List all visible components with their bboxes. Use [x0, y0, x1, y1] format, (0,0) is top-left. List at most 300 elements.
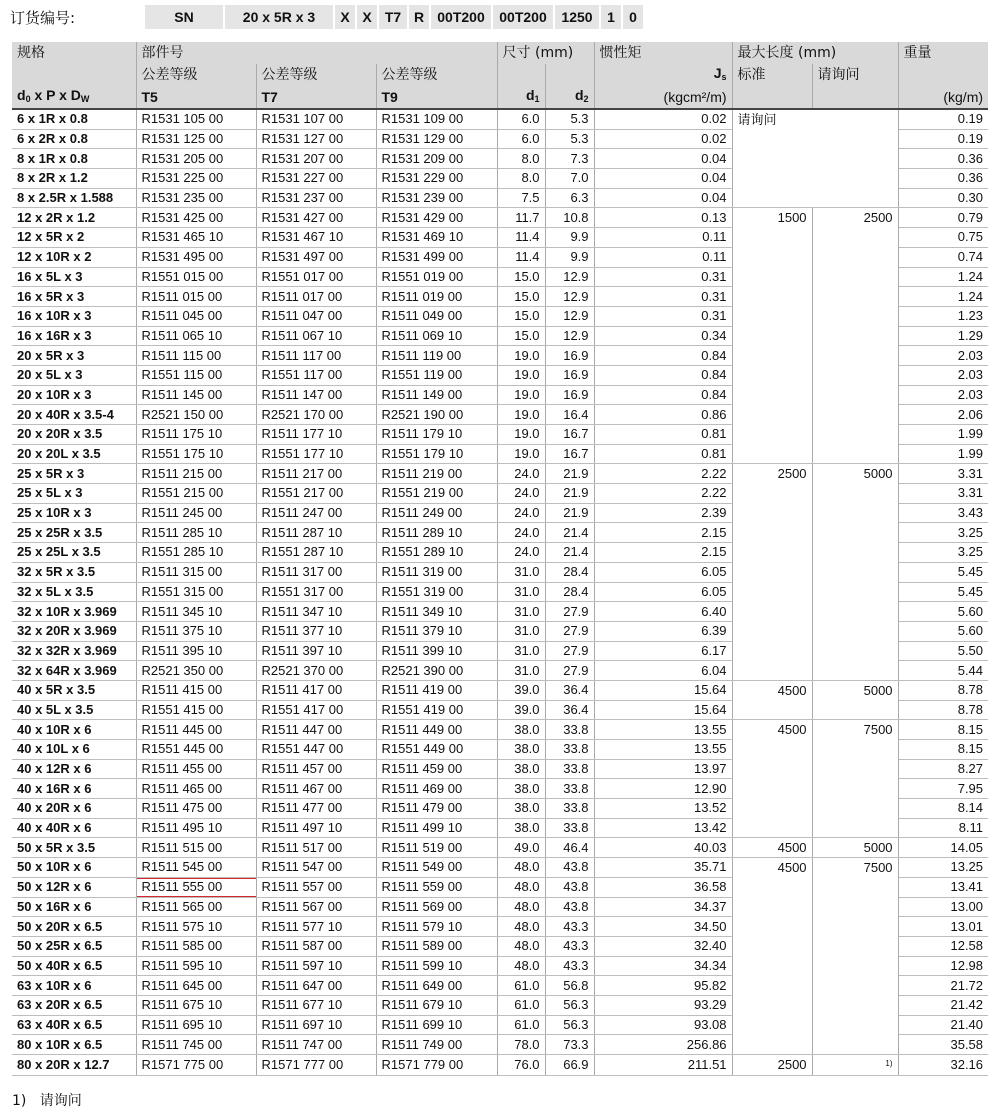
cell-part-no: R1511 319 00	[376, 562, 497, 582]
cell-inertia: 6.04	[594, 661, 732, 681]
cell-spec: 20 x 10R x 3	[12, 385, 136, 405]
cell-weight: 8.14	[898, 799, 988, 819]
cell-d1: 39.0	[497, 700, 545, 720]
order-code-field: 20 x 5R x 3	[225, 5, 333, 29]
cell-inertia: 0.13	[594, 208, 732, 228]
cell-spec: 32 x 5L x 3.5	[12, 582, 136, 602]
table-row	[12, 661, 988, 681]
footnote-ref: 1)	[885, 1059, 893, 1068]
cell-part-no: R1511 477 00	[256, 799, 376, 819]
table-row	[12, 484, 988, 504]
footnote-mark: 1)	[12, 1093, 27, 1109]
cell-d1: 8.0	[497, 169, 545, 189]
cell-length-inquiry: 2500	[812, 208, 898, 228]
cell-weight: 0.74	[898, 247, 988, 267]
cell-part-no: R1511 747 00	[256, 1035, 376, 1055]
cell-part-no: R1511 397 10	[256, 641, 376, 661]
cell-length-standard	[732, 306, 812, 326]
cell-part-no: R1531 225 00	[136, 169, 256, 189]
cell-part-no: R1511 745 00	[136, 1035, 256, 1055]
cell-part-no: R1511 115 00	[136, 346, 256, 366]
cell-length-inquiry	[812, 247, 898, 267]
cell-weight: 13.41	[898, 877, 988, 897]
cell-length-standard	[732, 1015, 812, 1035]
cell-d1: 38.0	[497, 799, 545, 819]
cell-part-no: R1531 467 10	[256, 228, 376, 248]
cell-part-no: R1511 047 00	[256, 306, 376, 326]
cell-length-standard	[732, 995, 812, 1015]
cell-d2: 7.3	[545, 149, 594, 169]
cell-d1: 19.0	[497, 425, 545, 445]
cell-d1: 11.4	[497, 228, 545, 248]
cell-d2: 33.8	[545, 799, 594, 819]
cell-part-no: R1511 415 00	[136, 680, 256, 700]
cell-part-no: R1511 679 10	[376, 995, 497, 1015]
cell-length-standard	[732, 267, 812, 287]
cell-part-no: R2521 190 00	[376, 405, 497, 425]
cell-d1: 49.0	[497, 838, 545, 858]
cell-d1: 38.0	[497, 759, 545, 779]
cell-d1: 38.0	[497, 818, 545, 838]
cell-part-no: R1551 445 00	[136, 740, 256, 760]
cell-part-no: R1531 209 00	[376, 149, 497, 169]
cell-part-no: R1531 207 00	[256, 149, 376, 169]
cell-d1: 6.0	[497, 129, 545, 149]
cell-part-no: R1551 217 00	[256, 484, 376, 504]
header-weight-unit: (kg/m)	[898, 86, 988, 109]
cell-part-no: R1551 017 00	[256, 267, 376, 287]
table-row	[12, 444, 988, 464]
cell-part-no: R1511 469 00	[376, 779, 497, 799]
cell-part-no: R1551 215 00	[136, 484, 256, 504]
cell-length-standard: 4500	[732, 680, 812, 700]
cell-part-no: R1511 575 10	[136, 917, 256, 937]
cell-part-no: R1511 317 00	[256, 562, 376, 582]
cell-inertia: 0.02	[594, 129, 732, 149]
cell-part-no: R1511 565 00	[136, 897, 256, 917]
cell-part-no: R1551 447 00	[256, 740, 376, 760]
cell-part-no: R1511 147 00	[256, 385, 376, 405]
cell-length-inquiry	[812, 267, 898, 287]
cell-part-no: R2521 370 00	[256, 661, 376, 681]
table-row	[12, 641, 988, 661]
cell-inertia: 0.84	[594, 346, 732, 366]
cell-weight: 12.58	[898, 936, 988, 956]
cell-part-no: R1511 447 00	[256, 720, 376, 740]
cell-part-no: R1511 675 10	[136, 995, 256, 1015]
cell-length-standard	[732, 425, 812, 445]
cell-part-no: R1511 145 00	[136, 385, 256, 405]
table-row	[12, 188, 988, 208]
cell-d2: 28.4	[545, 582, 594, 602]
cell-inertia: 0.11	[594, 247, 732, 267]
cell-spec: 80 x 20R x 12.7	[12, 1055, 136, 1076]
cell-inertia: 0.34	[594, 326, 732, 346]
cell-part-no: R1511 455 00	[136, 759, 256, 779]
cell-spec: 8 x 2R x 1.2	[12, 169, 136, 189]
cell-part-no: R1511 289 10	[376, 523, 497, 543]
header-d2: $d_2$	[545, 86, 594, 109]
cell-part-no: R2521 350 00	[136, 661, 256, 681]
cell-d1: 6.0	[497, 109, 545, 129]
cell-inertia: 0.86	[594, 405, 732, 425]
header-max-length: 最大长度 (mm)	[732, 42, 898, 64]
cell-part-no: R1551 175 10	[136, 444, 256, 464]
table-row	[12, 621, 988, 641]
cell-part-no: R1531 127 00	[256, 129, 376, 149]
cell-inertia: 256.86	[594, 1035, 732, 1055]
table-row	[12, 917, 988, 937]
cell-part-no: R1511 495 10	[136, 818, 256, 838]
table-row	[12, 247, 988, 267]
header-dimension: 尺寸 (mm)	[497, 42, 594, 64]
cell-weight: 2.03	[898, 346, 988, 366]
cell-part-no: R1551 179 10	[376, 444, 497, 464]
header-t9: T9	[376, 86, 497, 109]
cell-inertia: 15.64	[594, 700, 732, 720]
cell-d2: 33.8	[545, 759, 594, 779]
table-row	[12, 680, 988, 700]
cell-inertia: 93.08	[594, 1015, 732, 1035]
table-row	[12, 109, 988, 129]
cell-weight: 5.45	[898, 562, 988, 582]
cell-length-standard: 2500	[732, 1055, 812, 1076]
cell-d2: 5.3	[545, 109, 594, 129]
cell-weight: 21.42	[898, 995, 988, 1015]
cell-length-inquiry	[812, 1035, 898, 1055]
table-row	[12, 740, 988, 760]
cell-spec: 40 x 12R x 6	[12, 759, 136, 779]
cell-length-standard: 4500	[732, 858, 812, 878]
cell-part-no: R1531 497 00	[256, 247, 376, 267]
cell-d2: 16.7	[545, 425, 594, 445]
cell-weight: 3.31	[898, 484, 988, 504]
cell-part-no: R1531 425 00	[136, 208, 256, 228]
cell-length-standard	[732, 169, 812, 189]
cell-length-inquiry: 7500	[812, 858, 898, 878]
header-t5: T5	[136, 86, 256, 109]
cell-length-inquiry	[812, 484, 898, 504]
cell-part-no: R1511 545 00	[136, 858, 256, 878]
cell-inertia: 211.51	[594, 1055, 732, 1076]
cell-d1: 15.0	[497, 267, 545, 287]
cell-length-standard	[732, 523, 812, 543]
cell-spec: 50 x 16R x 6	[12, 897, 136, 917]
cell-spec: 32 x 5R x 3.5	[12, 562, 136, 582]
cell-part-no: R1511 175 10	[136, 425, 256, 445]
order-code-field: 00T200	[493, 5, 553, 29]
cell-d2: 27.9	[545, 641, 594, 661]
cell-d1: 39.0	[497, 680, 545, 700]
highlighted-part-no: R1511 555 00	[136, 877, 256, 897]
table-row	[12, 1035, 988, 1055]
cell-weight: 8.78	[898, 700, 988, 720]
cell-length-inquiry	[812, 287, 898, 307]
cell-part-no: R1531 105 00	[136, 109, 256, 129]
cell-part-no: R1531 427 00	[256, 208, 376, 228]
cell-length-inquiry: 5000	[812, 838, 898, 858]
cell-spec: 6 x 2R x 0.8	[12, 129, 136, 149]
cell-spec: 40 x 16R x 6	[12, 779, 136, 799]
cell-length-standard	[732, 759, 812, 779]
cell-length-standard	[732, 543, 812, 563]
cell-d2: 12.9	[545, 267, 594, 287]
cell-part-no: R1511 677 10	[256, 995, 376, 1015]
cell-length-inquiry	[812, 582, 898, 602]
cell-inertia: 2.22	[594, 484, 732, 504]
cell-spec: 50 x 25R x 6.5	[12, 936, 136, 956]
cell-d2: 43.3	[545, 917, 594, 937]
cell-d1: 19.0	[497, 346, 545, 366]
cell-spec: 8 x 2.5R x 1.588	[12, 188, 136, 208]
table-row	[12, 208, 988, 228]
cell-weight: 14.05	[898, 838, 988, 858]
table-row	[12, 779, 988, 799]
cell-length-inquiry	[812, 523, 898, 543]
cell-weight: 12.98	[898, 956, 988, 976]
cell-part-no: R1511 345 10	[136, 602, 256, 622]
cell-inertia: 0.84	[594, 385, 732, 405]
cell-length-standard: 4500	[732, 838, 812, 858]
cell-d2: 16.9	[545, 385, 594, 405]
cell-length-standard	[732, 385, 812, 405]
cell-length-standard: 请询问	[737, 111, 777, 127]
cell-length-inquiry	[812, 602, 898, 622]
cell-inertia: 0.11	[594, 228, 732, 248]
spec-table	[12, 42, 988, 1076]
cell-part-no: R1511 695 10	[136, 1015, 256, 1035]
cell-part-no: R1511 349 10	[376, 602, 497, 622]
cell-d2: 43.8	[545, 877, 594, 897]
cell-part-no: R1511 479 00	[376, 799, 497, 819]
cell-part-no: R1511 585 00	[136, 936, 256, 956]
cell-weight: 8.11	[898, 818, 988, 838]
cell-spec: 20 x 20R x 3.5	[12, 425, 136, 445]
cell-inertia: 2.15	[594, 543, 732, 563]
table-row	[12, 503, 988, 523]
cell-weight: 0.19	[898, 109, 988, 129]
cell-d1: 48.0	[497, 917, 545, 937]
cell-length-standard	[732, 1035, 812, 1055]
cell-part-no: R1571 779 00	[376, 1055, 497, 1076]
cell-length-standard	[732, 877, 812, 897]
cell-d2: 16.4	[545, 405, 594, 425]
cell-inertia: 32.40	[594, 936, 732, 956]
cell-d1: 48.0	[497, 936, 545, 956]
cell-inertia: 34.50	[594, 917, 732, 937]
cell-part-no: R1511 215 00	[136, 464, 256, 484]
table-row	[12, 228, 988, 248]
cell-length-inquiry	[812, 877, 898, 897]
cell-part-no: R1511 569 00	[376, 897, 497, 917]
cell-d1: 19.0	[497, 405, 545, 425]
cell-spec: 32 x 20R x 3.969	[12, 621, 136, 641]
header-standard: 标准	[732, 64, 812, 86]
cell-part-no: R1511 749 00	[376, 1035, 497, 1055]
cell-part-no: R1511 475 00	[136, 799, 256, 819]
cell-spec: 50 x 40R x 6.5	[12, 956, 136, 976]
cell-d2: 10.8	[545, 208, 594, 228]
cell-part-no: R1511 445 00	[136, 720, 256, 740]
cell-length-inquiry	[812, 188, 898, 208]
cell-d2: 12.9	[545, 306, 594, 326]
header-tolerance-t7: 公差等级	[256, 64, 376, 86]
cell-part-no: R1511 589 00	[376, 936, 497, 956]
cell-d2: 21.4	[545, 523, 594, 543]
cell-d2: 73.3	[545, 1035, 594, 1055]
cell-d2: 6.3	[545, 188, 594, 208]
cell-weight: 3.43	[898, 503, 988, 523]
cell-length-standard	[732, 917, 812, 937]
table-row	[12, 543, 988, 563]
cell-weight: 13.25	[898, 858, 988, 878]
cell-length-inquiry	[812, 149, 898, 169]
cell-length-inquiry	[812, 661, 898, 681]
cell-d1: 31.0	[497, 621, 545, 641]
cell-d2: 56.3	[545, 995, 594, 1015]
cell-length-standard	[732, 602, 812, 622]
cell-weight: 2.03	[898, 385, 988, 405]
cell-weight: 1.29	[898, 326, 988, 346]
cell-length-standard	[732, 641, 812, 661]
cell-inertia: 0.04	[594, 169, 732, 189]
cell-part-no: R1551 419 00	[376, 700, 497, 720]
cell-d2: 43.3	[545, 936, 594, 956]
cell-length-inquiry	[812, 109, 898, 129]
table-row	[12, 326, 988, 346]
cell-length-standard	[732, 405, 812, 425]
table-row	[12, 700, 988, 720]
cell-d2: 27.9	[545, 602, 594, 622]
cell-part-no: R1511 395 10	[136, 641, 256, 661]
header-tolerance-t9: 公差等级	[376, 64, 497, 86]
cell-length-inquiry	[812, 700, 898, 720]
cell-weight: 35.58	[898, 1035, 988, 1055]
cell-part-no: R1511 065 10	[136, 326, 256, 346]
cell-d1: 38.0	[497, 720, 545, 740]
cell-part-no: R1531 109 00	[376, 109, 497, 129]
cell-inertia: 13.97	[594, 759, 732, 779]
cell-part-no: R1511 245 00	[136, 503, 256, 523]
cell-inertia: 6.17	[594, 641, 732, 661]
cell-length-inquiry: 5000	[812, 464, 898, 484]
cell-part-no: R1511 045 00	[136, 306, 256, 326]
cell-part-no: R1511 465 00	[136, 779, 256, 799]
table-row	[12, 129, 988, 149]
cell-length-inquiry	[812, 562, 898, 582]
cell-part-no: R1511 597 10	[256, 956, 376, 976]
table-row	[12, 877, 988, 897]
cell-part-no: R1571 775 00	[136, 1055, 256, 1076]
order-code-field: 00T200	[431, 5, 491, 29]
cell-length-standard: 4500	[732, 720, 812, 740]
cell-part-no: R1551 177 10	[256, 444, 376, 464]
cell-weight: 0.36	[898, 149, 988, 169]
cell-weight: 8.15	[898, 720, 988, 740]
cell-length-inquiry	[812, 976, 898, 996]
cell-length-inquiry	[812, 543, 898, 563]
table-row	[12, 799, 988, 819]
cell-d2: 66.9	[545, 1055, 594, 1076]
cell-part-no: R1511 497 10	[256, 818, 376, 838]
cell-length-standard	[732, 976, 812, 996]
order-code-field: X	[357, 5, 377, 29]
cell-part-no: R1531 227 00	[256, 169, 376, 189]
cell-spec: 20 x 20L x 3.5	[12, 444, 136, 464]
order-code-fields	[145, 5, 643, 29]
cell-inertia: 6.05	[594, 562, 732, 582]
cell-d1: 61.0	[497, 1015, 545, 1035]
cell-part-no: R1511 547 00	[256, 858, 376, 878]
cell-spec: 40 x 40R x 6	[12, 818, 136, 838]
cell-inertia: 34.37	[594, 897, 732, 917]
cell-part-no: R1511 645 00	[136, 976, 256, 996]
cell-spec: 40 x 5L x 3.5	[12, 700, 136, 720]
cell-part-no: R1531 107 00	[256, 109, 376, 129]
cell-spec: 40 x 5R x 3.5	[12, 680, 136, 700]
cell-d1: 61.0	[497, 995, 545, 1015]
order-code-field: 1250	[555, 5, 599, 29]
cell-d2: 21.9	[545, 484, 594, 504]
order-code-field: X	[335, 5, 355, 29]
order-code-label: 订货编号:	[10, 8, 76, 27]
table-row	[12, 582, 988, 602]
cell-part-no: R1511 459 00	[376, 759, 497, 779]
cell-weight: 1.99	[898, 444, 988, 464]
cell-d2: 12.9	[545, 287, 594, 307]
cell-part-no: R1511 067 10	[256, 326, 376, 346]
cell-d1: 48.0	[497, 877, 545, 897]
cell-weight: 1.99	[898, 425, 988, 445]
cell-d2: 16.9	[545, 365, 594, 385]
cell-spec: 25 x 25R x 3.5	[12, 523, 136, 543]
cell-inertia: 2.15	[594, 523, 732, 543]
cell-weight: 3.25	[898, 523, 988, 543]
cell-part-no: R1551 019 00	[376, 267, 497, 287]
cell-length-standard	[732, 956, 812, 976]
order-code-field: 0	[623, 5, 643, 29]
cell-spec: 63 x 10R x 6	[12, 976, 136, 996]
cell-d1: 78.0	[497, 1035, 545, 1055]
cell-d2: 46.4	[545, 838, 594, 858]
cell-weight: 32.16	[898, 1055, 988, 1076]
cell-part-no: R1511 559 00	[376, 877, 497, 897]
table-row	[12, 838, 988, 858]
cell-d1: 48.0	[497, 956, 545, 976]
cell-d1: 48.0	[497, 858, 545, 878]
cell-part-no: R1551 115 00	[136, 365, 256, 385]
cell-d1: 19.0	[497, 385, 545, 405]
cell-length-standard	[732, 247, 812, 267]
cell-d1: 11.4	[497, 247, 545, 267]
cell-part-no: R1571 777 00	[256, 1055, 376, 1076]
cell-inertia: 35.71	[594, 858, 732, 878]
cell-part-no: R1511 519 00	[376, 838, 497, 858]
cell-part-no: R1511 595 10	[136, 956, 256, 976]
cell-inertia: 13.55	[594, 740, 732, 760]
cell-part-no: R1531 235 00	[136, 188, 256, 208]
cell-weight: 2.03	[898, 365, 988, 385]
cell-spec: 63 x 40R x 6.5	[12, 1015, 136, 1035]
cell-length-inquiry	[812, 503, 898, 523]
cell-length-inquiry	[812, 897, 898, 917]
table-row	[12, 956, 988, 976]
cell-d1: 38.0	[497, 779, 545, 799]
cell-weight: 3.25	[898, 543, 988, 563]
cell-length-inquiry	[812, 228, 898, 248]
cell-part-no: R2521 150 00	[136, 405, 256, 425]
cell-part-no: R1511 347 10	[256, 602, 376, 622]
